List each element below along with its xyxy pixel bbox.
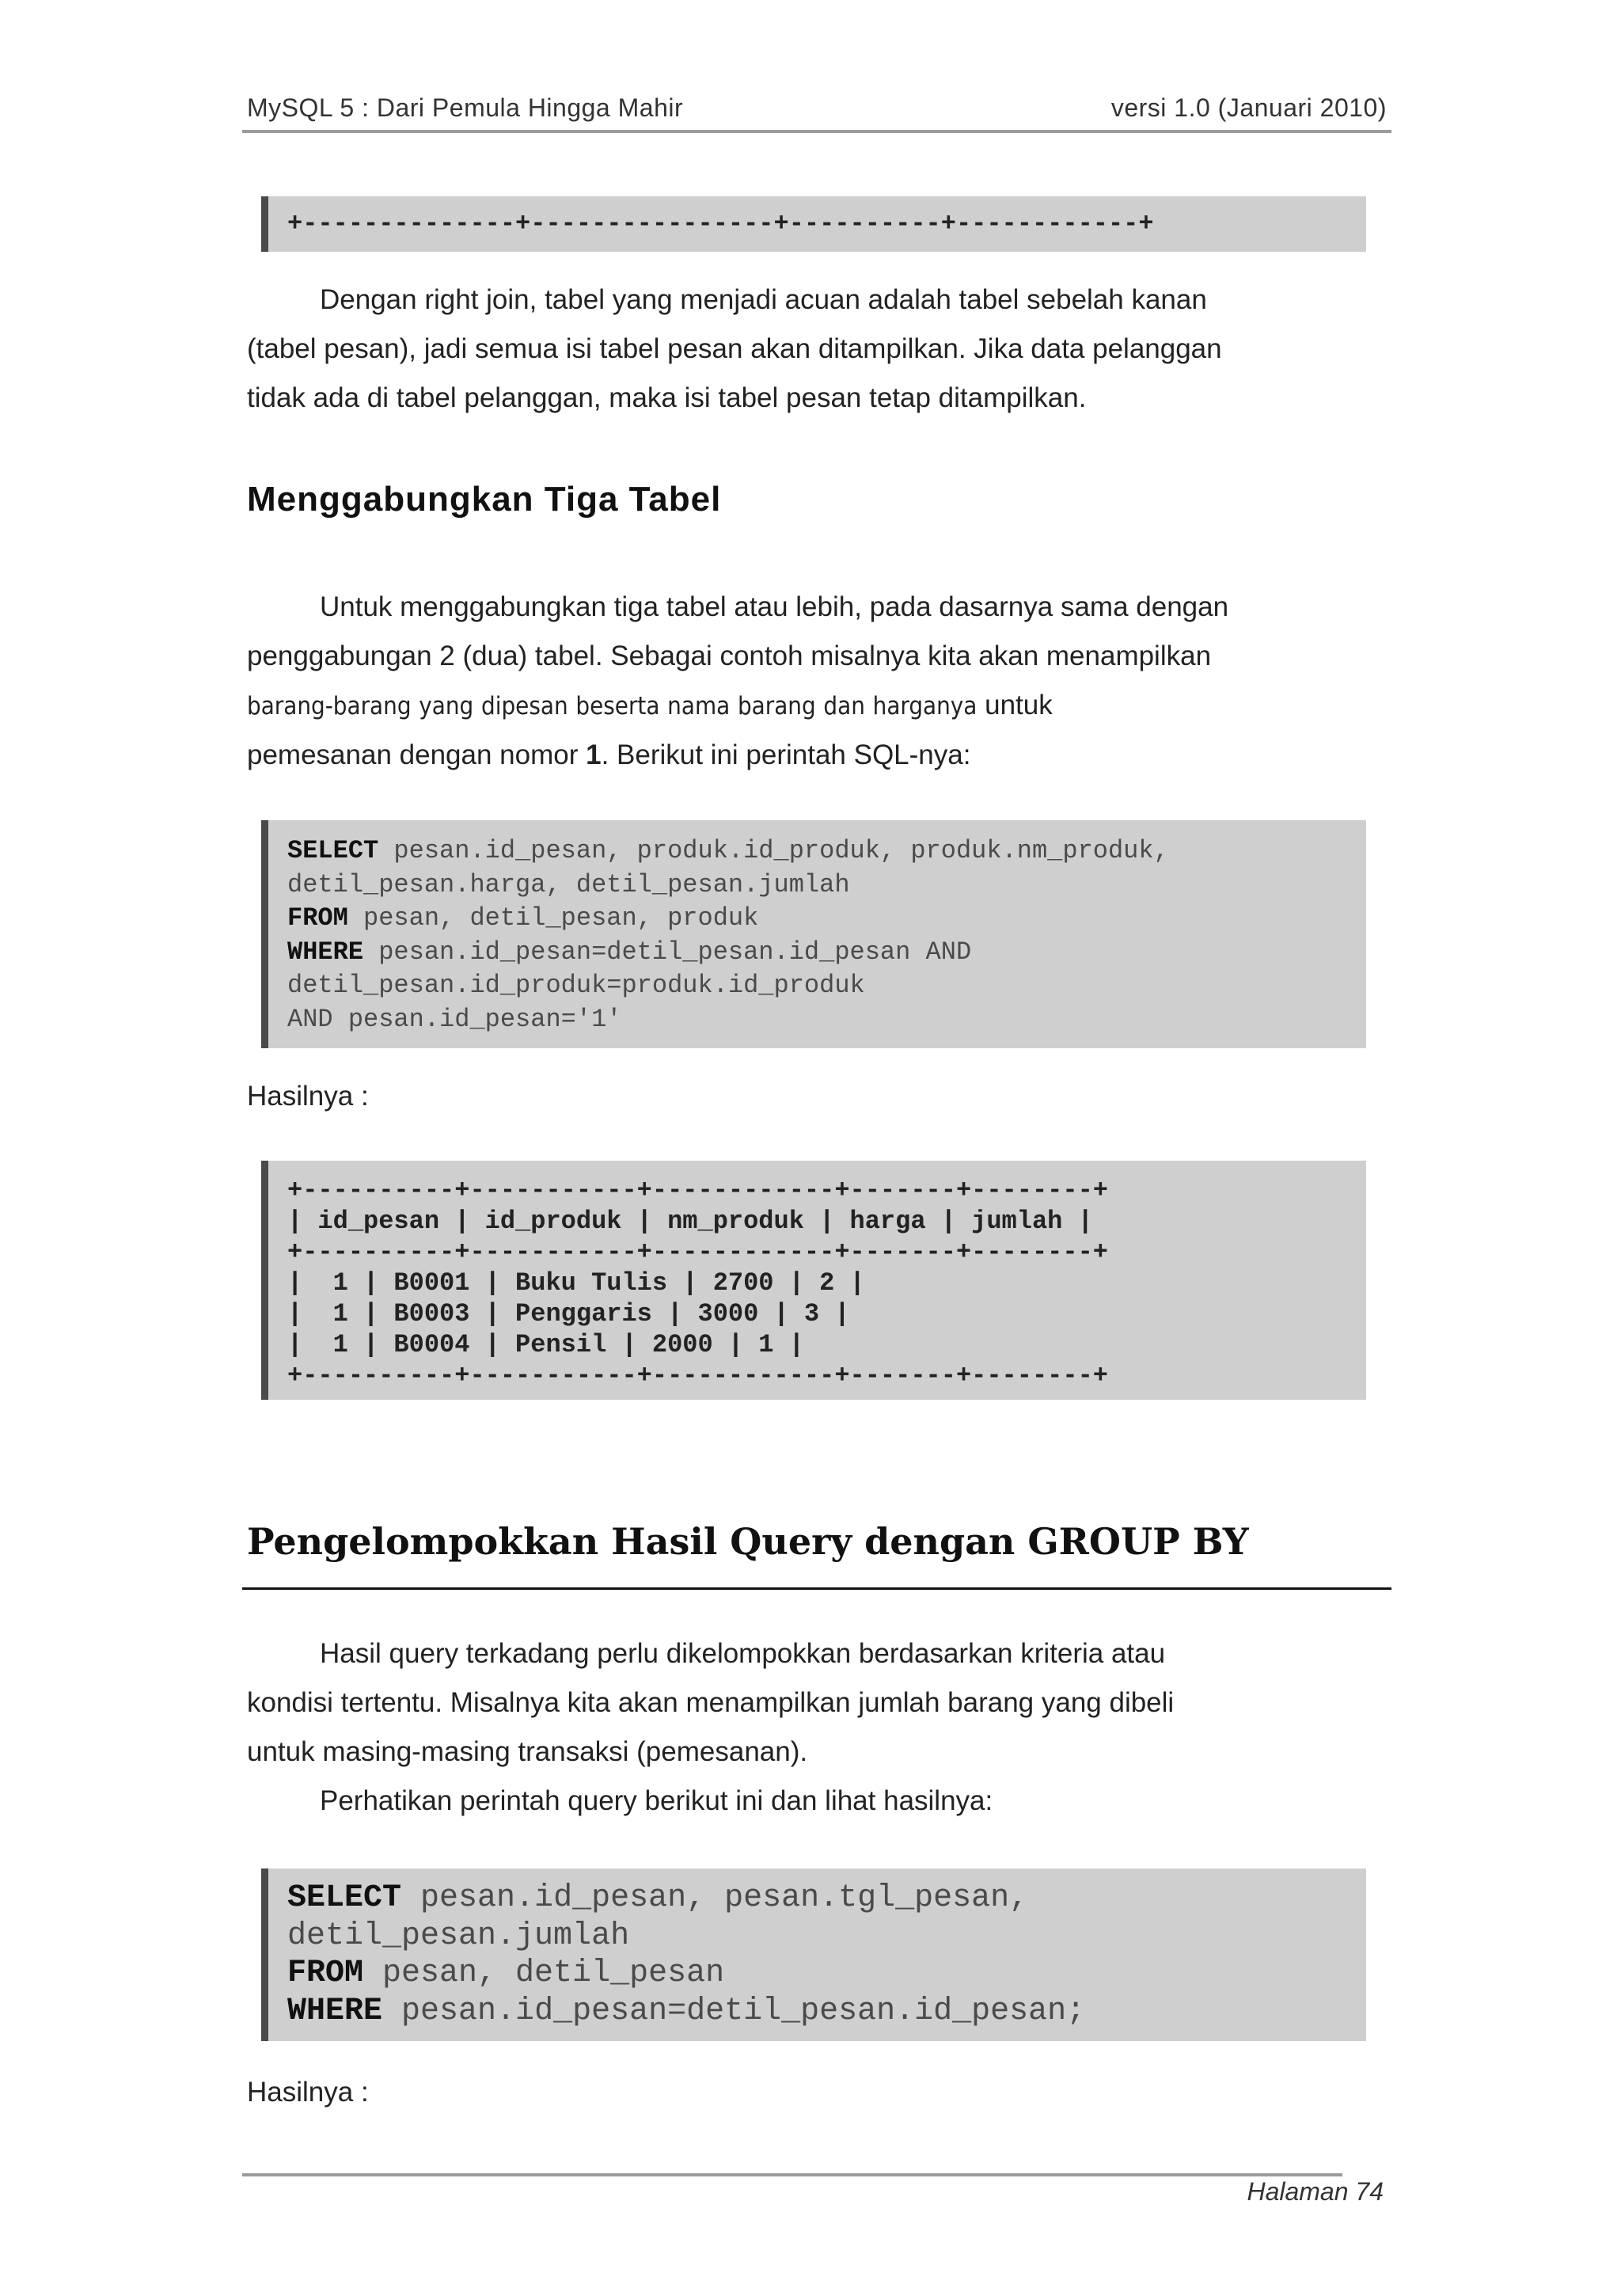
code-line: [287, 834, 1366, 869]
word: untuk: [985, 690, 1053, 720]
text-line: (tabel pesan), jadi semua isi tabel pesan akan ditampilkan. Jika data pelanggan: [247, 333, 1222, 364]
header-divider: [242, 130, 1391, 133]
section-heading: Pengelompokkan Hasil Query dengan GROUP BY: [247, 1520, 1249, 1563]
sql-keyword: SELECT: [287, 836, 379, 865]
sql-keyword: WHERE: [287, 937, 364, 967]
text-line: [247, 731, 1387, 780]
code-block-sql-group: [261, 1868, 1366, 2041]
code-line: AND pesan.id_pesan='1': [287, 1004, 622, 1034]
code-line: +--------------+----------------+----------+------------+: [287, 209, 1154, 238]
code-text: pesan.id_pesan, produk.id_produk, produk.nm_produk,: [378, 836, 1169, 865]
code-block-table-end: [261, 196, 1366, 252]
word: dipesan: [481, 692, 568, 720]
code-line: [287, 936, 1366, 970]
code-text: pesan, detil_pesan, produk: [347, 903, 759, 933]
sql-keyword: SELECT: [287, 1880, 402, 1916]
code-line: detil_pesan.jumlah: [287, 1918, 630, 1954]
result-row: | 1 | B0004 | Pensil | 2000 | 1 |: [287, 1330, 804, 1359]
code-block-result-table: [261, 1161, 1366, 1400]
word: harganya: [872, 692, 978, 720]
result-header-row: | id_pesan | id_produk | nm_produk | harga | jumlah |: [287, 1207, 1093, 1236]
code-text: pesan.id_pesan=detil_pesan.id_pesan AND: [363, 937, 972, 967]
code-text: pesan, detil_pesan: [363, 1956, 725, 1991]
word: dan: [823, 692, 865, 720]
result-row: | 1 | B0003 | Penggaris | 3000 | 3 |: [287, 1299, 850, 1329]
paragraph-right-join: [247, 276, 1387, 423]
text-line: kondisi tertentu. Misalnya kita akan menampilkan jumlah barang yang dibeli: [247, 1687, 1175, 1718]
code-line: [287, 1880, 1366, 1918]
version-label: versi 1.0 (Januari 2010): [1110, 93, 1387, 122]
result-row: | 1 | B0001 | Buku Tulis | 2700 | 2 |: [287, 1268, 865, 1298]
section-divider: [242, 1587, 1391, 1590]
code-line: [287, 1955, 1366, 1993]
result-border: +----------+-----------+------------+-------+--------+: [287, 1361, 1108, 1390]
code-line: detil_pesan.harga, detil_pesan.jumlah: [287, 869, 850, 899]
text-line: Untuk menggabungkan tiga tabel atau lebih, pada dasarnya sama dengan: [320, 591, 1229, 622]
text-line: Hasil query terkadang perlu dikelompokkan berdasarkan kriteria atau: [320, 1638, 1166, 1669]
text-line: Hasilnya :: [247, 1081, 369, 1112]
result-label: [247, 2068, 1387, 2117]
text-line: tidak ada di tabel pelanggan, maka isi tabel pesan tetap ditampilkan.: [247, 382, 1087, 413]
book-title: MySQL 5 : Dari Pemula Hingga Mahir: [247, 93, 684, 122]
paragraph-three-tables: [247, 583, 1387, 780]
text-fragment: pemesanan dengan nomor: [247, 739, 587, 770]
sql-keyword: WHERE: [287, 1993, 383, 2029]
word: nama: [667, 692, 731, 720]
page-header: [247, 93, 1387, 128]
sql-keyword: FROM: [287, 903, 348, 933]
text-line-justified: [247, 681, 1387, 731]
word: beserta: [575, 692, 660, 720]
code-line: [287, 1993, 1366, 2031]
text-line: Dengan right join, tabel yang menjadi acuan adalah tabel sebelah kanan: [320, 284, 1207, 315]
footer-divider: [242, 2173, 1342, 2176]
code-block-sql-join-three: [261, 820, 1366, 1048]
word: barang: [737, 692, 816, 720]
result-border: +----------+-----------+------------+-------+--------+: [287, 1237, 1108, 1267]
section-heading: Menggabungkan Tiga Tabel: [247, 480, 722, 519]
page-number: Halaman 74: [1247, 2177, 1384, 2206]
bold-number: 1: [586, 739, 602, 770]
code-text: pesan.id_pesan=detil_pesan.id_pesan;: [382, 1993, 1086, 2029]
paragraph-group-by: [247, 1629, 1387, 1826]
code-text: pesan.id_pesan, pesan.tgl_pesan,: [401, 1880, 1029, 1916]
sql-keyword: FROM: [287, 1956, 364, 1991]
code-line: [287, 902, 1366, 936]
text-line: Perhatikan perintah query berikut ini dan lihat hasilnya:: [320, 1785, 993, 1816]
word: yang: [419, 692, 474, 720]
text-line: Hasilnya :: [247, 2077, 369, 2108]
text-line: penggabungan 2 (dua) tabel. Sebagai contoh misalnya kita akan menampilkan: [247, 641, 1212, 671]
word: barang-barang: [247, 692, 412, 720]
result-label: [247, 1072, 1387, 1121]
text-fragment: . Berikut ini perintah SQL-nya:: [601, 739, 971, 770]
result-border: +----------+-----------+------------+-------+--------+: [287, 1176, 1108, 1205]
code-line: detil_pesan.id_produk=produk.id_produk: [287, 971, 865, 1000]
text-line: untuk masing-masing transaksi (pemesanan).: [247, 1736, 808, 1767]
